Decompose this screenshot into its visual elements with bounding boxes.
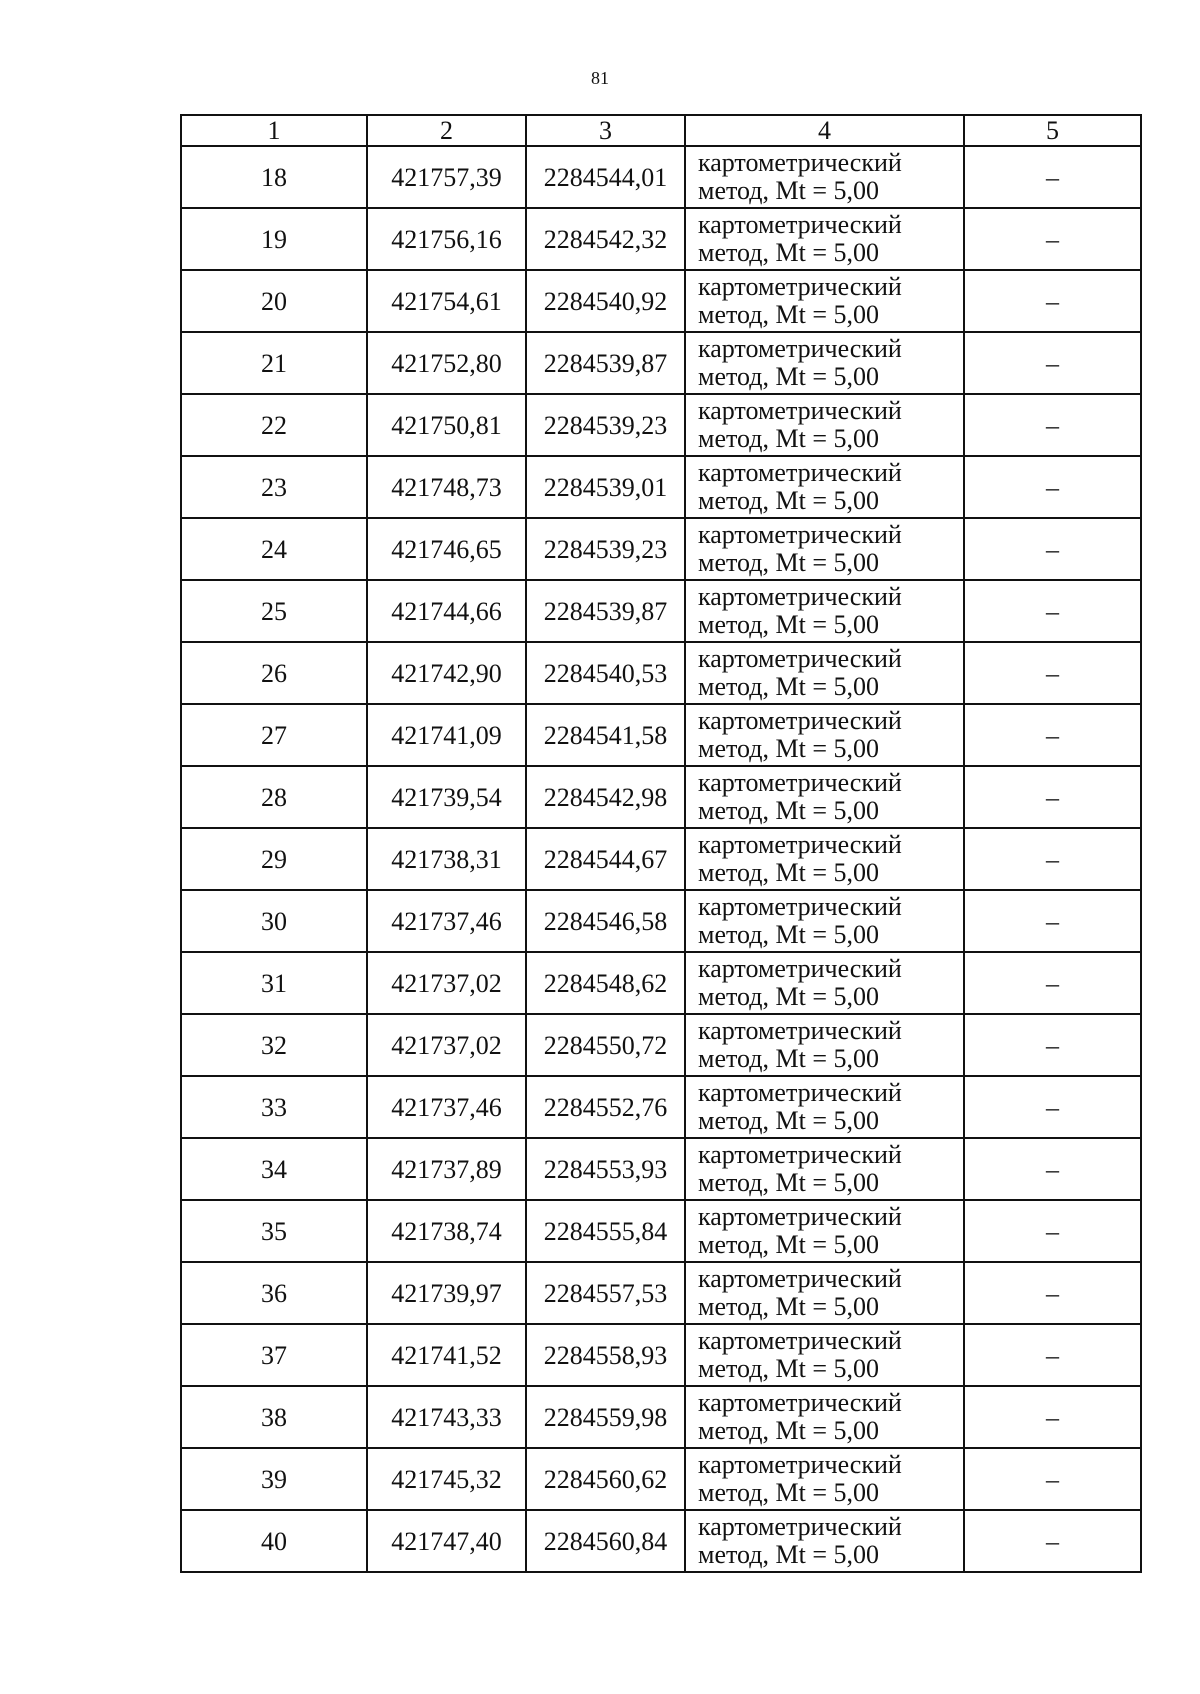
header-cell-5: 5 (964, 115, 1141, 146)
method-name: картометрический (698, 1202, 902, 1231)
method-cell (685, 394, 964, 456)
method-accuracy: метод, Mt = 5,00 (698, 672, 879, 701)
note-cell: – (964, 1262, 1141, 1324)
y-coordinate-cell: 2284544,67 (526, 828, 685, 890)
table-row (181, 146, 1141, 208)
y-coordinate-cell: 2284552,76 (526, 1076, 685, 1138)
point-number-cell: 28 (181, 766, 367, 828)
point-number-cell: 25 (181, 580, 367, 642)
method-accuracy: метод, Mt = 5,00 (698, 1354, 879, 1383)
x-coordinate-cell: 421738,74 (367, 1200, 526, 1262)
point-number-cell: 35 (181, 1200, 367, 1262)
method-name: картометрический (698, 210, 902, 239)
table-row (181, 704, 1141, 766)
method-name: картометрический (698, 272, 902, 301)
method-cell (685, 1386, 964, 1448)
table-row (181, 580, 1141, 642)
method-cell (685, 642, 964, 704)
y-coordinate-cell: 2284550,72 (526, 1014, 685, 1076)
note-cell: – (964, 1014, 1141, 1076)
y-coordinate-cell: 2284553,93 (526, 1138, 685, 1200)
method-name: картометрический (698, 520, 902, 549)
method-cell (685, 828, 964, 890)
x-coordinate-cell: 421743,33 (367, 1386, 526, 1448)
header-cell-1: 1 (181, 115, 367, 146)
note-cell: – (964, 1076, 1141, 1138)
method-accuracy: метод, Mt = 5,00 (698, 176, 879, 205)
x-coordinate-cell: 421737,02 (367, 1014, 526, 1076)
x-coordinate-cell: 421757,39 (367, 146, 526, 208)
point-number-cell: 22 (181, 394, 367, 456)
x-coordinate-cell: 421744,66 (367, 580, 526, 642)
method-cell (685, 1138, 964, 1200)
table-row (181, 518, 1141, 580)
table-row (181, 1448, 1141, 1510)
method-cell (685, 704, 964, 766)
y-coordinate-cell: 2284544,01 (526, 146, 685, 208)
table-row (181, 1262, 1141, 1324)
y-coordinate-cell: 2284560,84 (526, 1510, 685, 1572)
method-name: картометрический (698, 954, 902, 983)
y-coordinate-cell: 2284555,84 (526, 1200, 685, 1262)
point-number-cell: 27 (181, 704, 367, 766)
method-name: картометрический (698, 1450, 902, 1479)
y-coordinate-cell: 2284540,53 (526, 642, 685, 704)
method-accuracy: метод, Mt = 5,00 (698, 1416, 879, 1445)
table-row (181, 1014, 1141, 1076)
method-name: картометрический (698, 458, 902, 487)
point-number-cell: 36 (181, 1262, 367, 1324)
table-row (181, 890, 1141, 952)
method-accuracy: метод, Mt = 5,00 (698, 1540, 879, 1569)
method-name: картометрический (698, 892, 902, 921)
x-coordinate-cell: 421738,31 (367, 828, 526, 890)
note-cell: – (964, 332, 1141, 394)
method-cell (685, 1014, 964, 1076)
method-cell (685, 1076, 964, 1138)
header-cell-2: 2 (367, 115, 526, 146)
method-name: картометрический (698, 1078, 902, 1107)
point-number-cell: 26 (181, 642, 367, 704)
method-accuracy: метод, Mt = 5,00 (698, 548, 879, 577)
method-accuracy: метод, Mt = 5,00 (698, 486, 879, 515)
method-name: картометрический (698, 396, 902, 425)
x-coordinate-cell: 421748,73 (367, 456, 526, 518)
note-cell: – (964, 394, 1141, 456)
method-cell (685, 146, 964, 208)
y-coordinate-cell: 2284539,01 (526, 456, 685, 518)
y-coordinate-cell: 2284539,87 (526, 332, 685, 394)
method-name: картометрический (698, 1264, 902, 1293)
point-number-cell: 31 (181, 952, 367, 1014)
method-accuracy: метод, Mt = 5,00 (698, 1168, 879, 1197)
point-number-cell: 20 (181, 270, 367, 332)
table-row (181, 766, 1141, 828)
table-row (181, 1324, 1141, 1386)
method-accuracy: метод, Mt = 5,00 (698, 796, 879, 825)
method-cell (685, 208, 964, 270)
note-cell: – (964, 208, 1141, 270)
note-cell: – (964, 828, 1141, 890)
point-number-cell: 33 (181, 1076, 367, 1138)
point-number-cell: 34 (181, 1138, 367, 1200)
x-coordinate-cell: 421741,52 (367, 1324, 526, 1386)
y-coordinate-cell: 2284539,23 (526, 518, 685, 580)
method-name: картометрический (698, 1326, 902, 1355)
x-coordinate-cell: 421747,40 (367, 1510, 526, 1572)
point-number-cell: 40 (181, 1510, 367, 1572)
table-row (181, 270, 1141, 332)
method-accuracy: метод, Mt = 5,00 (698, 362, 879, 391)
method-accuracy: метод, Mt = 5,00 (698, 238, 879, 267)
y-coordinate-cell: 2284540,92 (526, 270, 685, 332)
table-row (181, 208, 1141, 270)
table-row (181, 394, 1141, 456)
table-row (181, 828, 1141, 890)
note-cell: – (964, 456, 1141, 518)
note-cell: – (964, 1386, 1141, 1448)
method-cell (685, 952, 964, 1014)
point-number-cell: 30 (181, 890, 367, 952)
y-coordinate-cell: 2284548,62 (526, 952, 685, 1014)
x-coordinate-cell: 421754,61 (367, 270, 526, 332)
x-coordinate-cell: 421737,46 (367, 890, 526, 952)
point-number-cell: 18 (181, 146, 367, 208)
method-name: картометрический (698, 334, 902, 363)
note-cell: – (964, 642, 1141, 704)
x-coordinate-cell: 421739,54 (367, 766, 526, 828)
method-accuracy: метод, Mt = 5,00 (698, 982, 879, 1011)
method-accuracy: метод, Mt = 5,00 (698, 734, 879, 763)
point-number-cell: 19 (181, 208, 367, 270)
x-coordinate-cell: 421750,81 (367, 394, 526, 456)
table-body (181, 115, 1141, 1572)
y-coordinate-cell: 2284560,62 (526, 1448, 685, 1510)
x-coordinate-cell: 421746,65 (367, 518, 526, 580)
method-cell (685, 270, 964, 332)
note-cell: – (964, 890, 1141, 952)
method-accuracy: метод, Mt = 5,00 (698, 300, 879, 329)
y-coordinate-cell: 2284558,93 (526, 1324, 685, 1386)
method-accuracy: метод, Mt = 5,00 (698, 858, 879, 887)
x-coordinate-cell: 421737,89 (367, 1138, 526, 1200)
x-coordinate-cell: 421739,97 (367, 1262, 526, 1324)
note-cell: – (964, 1448, 1141, 1510)
x-coordinate-cell: 421741,09 (367, 704, 526, 766)
header-cell-4: 4 (685, 115, 964, 146)
x-coordinate-cell: 421756,16 (367, 208, 526, 270)
method-name: картометрический (698, 582, 902, 611)
method-accuracy: метод, Mt = 5,00 (698, 1106, 879, 1135)
note-cell: – (964, 1138, 1141, 1200)
method-name: картометрический (698, 644, 902, 673)
table-row (181, 1138, 1141, 1200)
method-cell (685, 766, 964, 828)
method-accuracy: метод, Mt = 5,00 (698, 1230, 879, 1259)
table-row (181, 1076, 1141, 1138)
table-row (181, 1200, 1141, 1262)
method-accuracy: метод, Mt = 5,00 (698, 1292, 879, 1321)
coordinates-table (180, 114, 1142, 1573)
point-number-cell: 39 (181, 1448, 367, 1510)
note-cell: – (964, 518, 1141, 580)
note-cell: – (964, 952, 1141, 1014)
method-name: картометрический (698, 1512, 902, 1541)
y-coordinate-cell: 2284542,32 (526, 208, 685, 270)
note-cell: – (964, 766, 1141, 828)
point-number-cell: 23 (181, 456, 367, 518)
method-name: картометрический (698, 1140, 902, 1169)
note-cell: – (964, 1200, 1141, 1262)
method-cell (685, 1200, 964, 1262)
note-cell: – (964, 704, 1141, 766)
note-cell: – (964, 146, 1141, 208)
table-row (181, 952, 1141, 1014)
point-number-cell: 21 (181, 332, 367, 394)
y-coordinate-cell: 2284559,98 (526, 1386, 685, 1448)
method-cell (685, 580, 964, 642)
method-accuracy: метод, Mt = 5,00 (698, 424, 879, 453)
y-coordinate-cell: 2284539,87 (526, 580, 685, 642)
point-number-cell: 32 (181, 1014, 367, 1076)
method-name: картометрический (698, 768, 902, 797)
y-coordinate-cell: 2284541,58 (526, 704, 685, 766)
note-cell: – (964, 1324, 1141, 1386)
y-coordinate-cell: 2284557,53 (526, 1262, 685, 1324)
table-row (181, 456, 1141, 518)
method-name: картометрический (698, 1016, 902, 1045)
method-accuracy: метод, Mt = 5,00 (698, 610, 879, 639)
method-name: картометрический (698, 830, 902, 859)
method-accuracy: метод, Mt = 5,00 (698, 920, 879, 949)
method-name: картометрический (698, 1388, 902, 1417)
y-coordinate-cell: 2284539,23 (526, 394, 685, 456)
method-cell (685, 332, 964, 394)
method-name: картометрический (698, 706, 902, 735)
method-accuracy: метод, Mt = 5,00 (698, 1044, 879, 1073)
y-coordinate-cell: 2284542,98 (526, 766, 685, 828)
method-accuracy: метод, Mt = 5,00 (698, 1478, 879, 1507)
method-name: картометрический (698, 148, 902, 177)
x-coordinate-cell: 421752,80 (367, 332, 526, 394)
method-cell (685, 456, 964, 518)
x-coordinate-cell: 421745,32 (367, 1448, 526, 1510)
table-row (181, 332, 1141, 394)
point-number-cell: 37 (181, 1324, 367, 1386)
method-cell (685, 890, 964, 952)
point-number-cell: 29 (181, 828, 367, 890)
y-coordinate-cell: 2284546,58 (526, 890, 685, 952)
table-header-row (181, 115, 1141, 146)
method-cell (685, 1324, 964, 1386)
table-row (181, 1386, 1141, 1448)
table-row (181, 1510, 1141, 1572)
page-number: 81 (591, 68, 609, 88)
method-cell (685, 1262, 964, 1324)
method-cell (685, 1510, 964, 1572)
x-coordinate-cell: 421742,90 (367, 642, 526, 704)
header-cell-3: 3 (526, 115, 685, 146)
method-cell (685, 518, 964, 580)
note-cell: – (964, 1510, 1141, 1572)
x-coordinate-cell: 421737,02 (367, 952, 526, 1014)
x-coordinate-cell: 421737,46 (367, 1076, 526, 1138)
note-cell: – (964, 580, 1141, 642)
note-cell: – (964, 270, 1141, 332)
point-number-cell: 38 (181, 1386, 367, 1448)
method-cell (685, 1448, 964, 1510)
table-row (181, 642, 1141, 704)
point-number-cell: 24 (181, 518, 367, 580)
